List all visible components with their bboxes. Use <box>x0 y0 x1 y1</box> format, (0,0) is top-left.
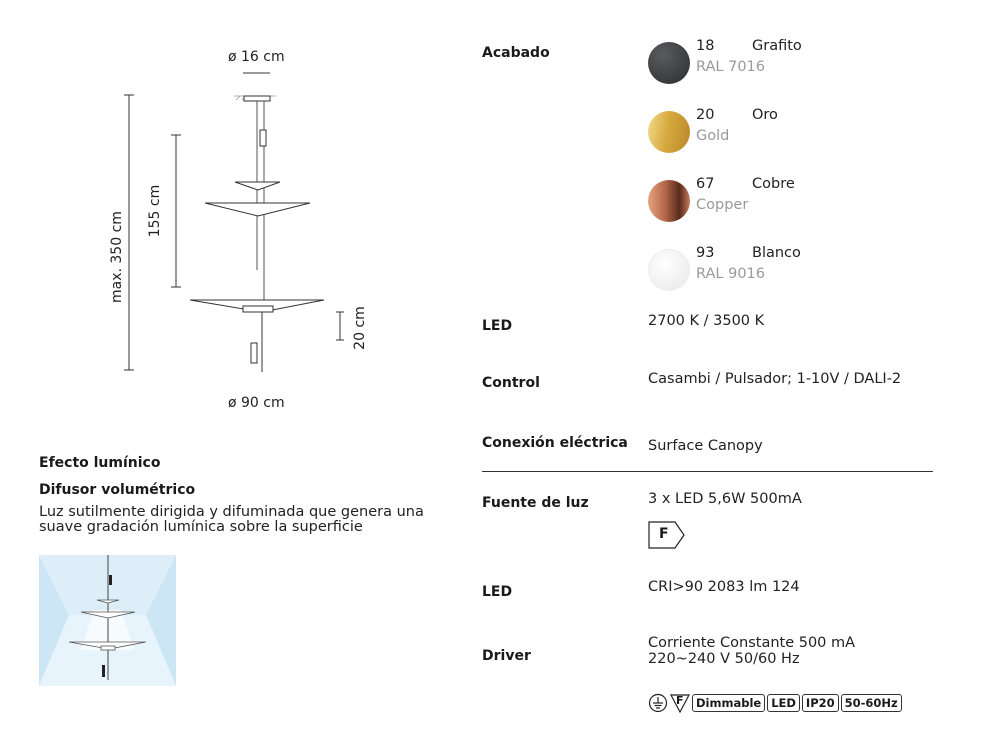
led2-value: CRI>90 2083 lm 124 <box>648 579 800 595</box>
effect-title: Efecto lumínico <box>39 455 161 471</box>
finish-name: Grafito <box>752 38 802 54</box>
finish-code: 67 <box>696 176 715 192</box>
effect-description-line1: Luz sutilmente dirigida y difuminada que genera una <box>39 504 424 520</box>
finish-code: 93 <box>696 245 715 261</box>
connection-value: Surface Canopy <box>648 438 763 454</box>
bottom-diameter-label: ø 90 cm <box>228 395 285 411</box>
finish-sub: Copper <box>696 197 749 213</box>
driver-label: Driver <box>482 648 531 664</box>
finish-item[interactable] <box>648 176 948 240</box>
source-value: 3 x LED 5,6W 500mA <box>648 491 802 507</box>
driver-line1: Corriente Constante 500 mA <box>648 635 856 651</box>
f-mark-badge <box>670 693 690 713</box>
finish-sub: Gold <box>696 128 730 144</box>
top-diameter-label: ø 16 cm <box>228 49 285 65</box>
driver-line2: 220~240 V 50/60 Hz <box>648 651 800 667</box>
badge-frequency: 50-60Hz <box>841 694 902 712</box>
finish-swatch-blanco <box>648 249 690 291</box>
certification-badges <box>648 693 904 713</box>
control-value: Casambi / Pulsador; 1-10V / DALI-2 <box>648 371 902 387</box>
finish-item[interactable] <box>648 245 948 309</box>
led-value: 2700 K / 3500 K <box>648 313 765 329</box>
finish-swatch-grafito <box>648 42 690 84</box>
finish-name: Cobre <box>752 176 795 192</box>
mid-height-label: 155 cm <box>147 184 163 238</box>
finish-item[interactable] <box>648 38 948 102</box>
section-divider <box>482 471 933 472</box>
energy-class-letter: F <box>659 526 669 542</box>
light-effect-illustration <box>39 555 176 686</box>
max-height-label: max. 350 cm <box>109 211 125 303</box>
finish-label: Acabado <box>482 45 550 61</box>
finish-swatch-cobre <box>648 180 690 222</box>
finish-code: 18 <box>696 38 715 54</box>
badge-dimmable: Dimmable <box>692 694 765 712</box>
led-label: LED <box>482 318 513 334</box>
driver-value <box>648 635 855 667</box>
finish-sub: RAL 9016 <box>696 266 765 282</box>
effect-subtitle: Difusor volumétrico <box>39 482 196 498</box>
effect-description <box>39 505 424 535</box>
bottom-height-label: 20 cm <box>352 306 368 350</box>
finish-swatch-oro <box>648 111 690 153</box>
effect-description-line2: suave gradación lumínica sobre la superficie <box>39 519 363 535</box>
finish-item[interactable] <box>648 107 948 171</box>
finish-sub: RAL 7016 <box>696 59 765 75</box>
finish-name: Blanco <box>752 245 801 261</box>
f-mark-letter: F <box>676 694 684 707</box>
badge-led: LED <box>767 694 800 712</box>
control-label: Control <box>482 375 540 391</box>
ground-symbol-icon <box>648 693 668 713</box>
finish-name: Oro <box>752 107 778 123</box>
finish-code: 20 <box>696 107 715 123</box>
energy-class-badge <box>648 521 686 549</box>
connection-label: Conexión eléctrica <box>482 435 628 451</box>
badge-ip20: IP20 <box>802 694 839 712</box>
led2-label: LED <box>482 584 513 600</box>
source-label: Fuente de luz <box>482 495 589 511</box>
